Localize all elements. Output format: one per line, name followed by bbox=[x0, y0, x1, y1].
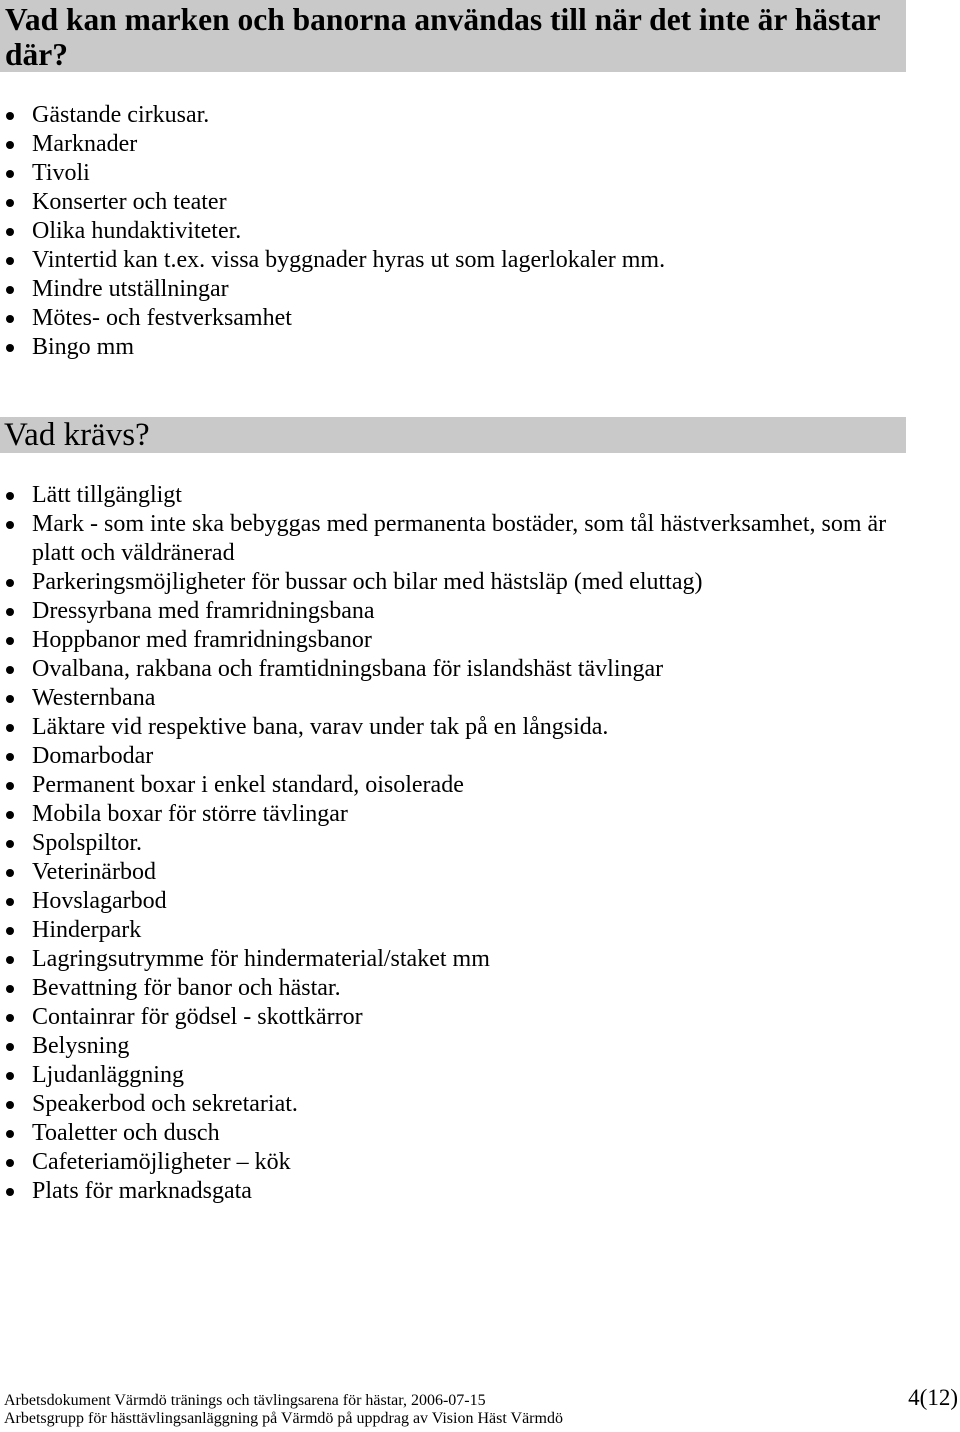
bullet-icon bbox=[6, 492, 14, 500]
page-number: 4(12) bbox=[908, 1385, 958, 1410]
list-item bbox=[0, 159, 910, 188]
list-item-text: Ljudanläggning bbox=[32, 1062, 184, 1088]
list-item-text: Mobila boxar för större tävlingar bbox=[32, 801, 348, 827]
bullet-icon bbox=[6, 985, 14, 993]
list-item bbox=[0, 217, 910, 246]
list-item bbox=[0, 916, 910, 945]
section-heading-box bbox=[0, 0, 906, 72]
list-item-text: Speakerbod och sekretariat. bbox=[32, 1091, 298, 1117]
list-item bbox=[0, 481, 910, 510]
list-item-text: Plats för marknadsgata bbox=[32, 1178, 252, 1204]
list-item bbox=[0, 275, 910, 304]
list-item-text: Lagringsutrymme för hindermaterial/staket mm bbox=[32, 946, 490, 972]
list-item-text: Mindre utställningar bbox=[32, 276, 229, 302]
list-item bbox=[0, 800, 910, 829]
list-item bbox=[0, 829, 910, 858]
list-item bbox=[0, 568, 910, 597]
section-heading-box bbox=[0, 417, 906, 453]
list-item-text: Domarbodar bbox=[32, 743, 154, 769]
list-item-text: Containrar för gödsel - skottkärror bbox=[32, 1004, 363, 1030]
list-item-text: Lätt tillgängligt bbox=[32, 482, 182, 508]
list-item bbox=[0, 597, 910, 626]
list-item-text: Hinderpark bbox=[32, 917, 142, 943]
list-item bbox=[0, 1177, 910, 1206]
list-item-text: Mötes- och festverksamhet bbox=[32, 305, 292, 331]
bullet-icon bbox=[6, 956, 14, 964]
list-item-text: Dressyrbana med framridningsbana bbox=[32, 598, 375, 624]
bullet-icon bbox=[6, 228, 14, 236]
bullet-icon bbox=[6, 811, 14, 819]
list-item bbox=[0, 1119, 910, 1148]
list-item-text: Veterinärbod bbox=[32, 859, 156, 885]
list-item bbox=[0, 742, 910, 771]
bullet-list bbox=[0, 481, 910, 1206]
list-item-text: Westernbana bbox=[32, 685, 156, 711]
list-item bbox=[0, 684, 910, 713]
bullet-icon bbox=[6, 724, 14, 732]
bullet-icon bbox=[6, 1159, 14, 1167]
bullet-icon bbox=[6, 344, 14, 352]
bullet-icon bbox=[6, 521, 14, 529]
list-item-text: Permanent boxar i enkel standard, oisolerade bbox=[32, 772, 464, 798]
list-item bbox=[0, 974, 910, 1003]
list-item bbox=[0, 1032, 910, 1061]
list-item-text: Spolspiltor. bbox=[32, 830, 143, 856]
bullet-icon bbox=[6, 898, 14, 906]
section-heading: Vad krävs? bbox=[4, 417, 150, 453]
list-item-text: Cafeteriamöjligheter – kök bbox=[32, 1149, 291, 1175]
bullet-icon bbox=[6, 869, 14, 877]
bullet-icon bbox=[6, 1130, 14, 1138]
page-footer bbox=[4, 1392, 563, 1428]
list-item bbox=[0, 101, 910, 130]
list-item bbox=[0, 510, 910, 568]
bullet-icon bbox=[6, 1043, 14, 1051]
bullet-icon bbox=[6, 579, 14, 587]
list-item-text: Gästande cirkusar. bbox=[32, 102, 210, 128]
list-item bbox=[0, 655, 910, 684]
list-item bbox=[0, 626, 910, 655]
list-item bbox=[0, 887, 910, 916]
list-item bbox=[0, 713, 910, 742]
bullet-icon bbox=[6, 170, 14, 178]
list-item bbox=[0, 945, 910, 974]
bullet-icon bbox=[6, 840, 14, 848]
list-item-text: Bingo mm bbox=[32, 334, 135, 360]
bullet-icon bbox=[6, 257, 14, 265]
bullet-icon bbox=[6, 112, 14, 120]
bullet-icon bbox=[6, 1014, 14, 1022]
list-item-text: Bevattning för banor och hästar. bbox=[32, 975, 341, 1001]
bullet-icon bbox=[6, 695, 14, 703]
bullet-icon bbox=[6, 608, 14, 616]
bullet-icon bbox=[6, 927, 14, 935]
list-item-text: Tivoli bbox=[32, 160, 90, 186]
section-heading: Vad kan marken och banorna användas till när det inte är hästar där? bbox=[5, 2, 880, 72]
bullet-icon bbox=[6, 1072, 14, 1080]
list-item-text: Läktare vid respektive bana, varav under tak på en långsida. bbox=[32, 714, 609, 740]
list-item bbox=[0, 1061, 910, 1090]
list-item-text: Toaletter och dusch bbox=[32, 1120, 220, 1146]
footer-line-document: Arbetsdokument Värmdö tränings och tävlingsarena för hästar, 2006-07-15 bbox=[4, 1392, 486, 1409]
bullet-icon bbox=[6, 315, 14, 323]
list-item-text: Marknader bbox=[32, 131, 138, 157]
bullet-icon bbox=[6, 286, 14, 294]
list-item-text: Vintertid kan t.ex. vissa byggnader hyras ut som lagerlokaler mm. bbox=[32, 247, 666, 273]
list-item bbox=[0, 771, 910, 800]
list-item-text: Parkeringsmöjligheter för bussar och bilar med hästsläp (med eluttag) bbox=[32, 569, 703, 595]
list-item-text: Hovslagarbod bbox=[32, 888, 167, 914]
list-item-text: Konserter och teater bbox=[32, 189, 227, 215]
list-item-text: Hoppbanor med framridningsbanor bbox=[32, 627, 372, 653]
list-item-text: Mark - som inte ska bebyggas med permanenta bostäder, som tål hästverksamhet, som är platt och väldränerad bbox=[32, 511, 887, 566]
bullet-icon bbox=[6, 782, 14, 790]
list-item-text: Olika hundaktiviteter. bbox=[32, 218, 242, 244]
list-item bbox=[0, 246, 910, 275]
list-item bbox=[0, 1148, 910, 1177]
list-item bbox=[0, 188, 910, 217]
bullet-icon bbox=[6, 141, 14, 149]
list-item bbox=[0, 1090, 910, 1119]
bullet-icon bbox=[6, 1101, 14, 1109]
bullet-list bbox=[0, 101, 910, 362]
bullet-icon bbox=[6, 637, 14, 645]
list-item-text: Belysning bbox=[32, 1033, 130, 1059]
bullet-icon bbox=[6, 1188, 14, 1196]
list-item bbox=[0, 1003, 910, 1032]
list-item bbox=[0, 858, 910, 887]
bullet-icon bbox=[6, 753, 14, 761]
bullet-icon bbox=[6, 666, 14, 674]
footer-line-workgroup: Arbetsgrupp för hästtävlingsanläggning på Värmdö på uppdrag av Vision Häst Värmdö bbox=[4, 1410, 563, 1427]
list-item bbox=[0, 130, 910, 159]
bullet-icon bbox=[6, 199, 14, 207]
list-item bbox=[0, 304, 910, 333]
list-item-text: Ovalbana, rakbana och framtidningsbana för islandshäst tävlingar bbox=[32, 656, 664, 682]
list-item bbox=[0, 333, 910, 362]
